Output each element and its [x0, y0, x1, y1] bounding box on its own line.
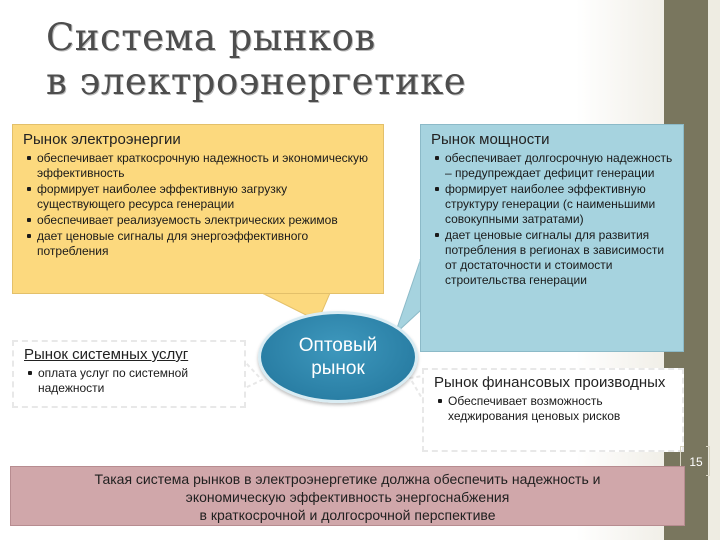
conclusion-box [10, 466, 685, 526]
financial-derivatives-market-list [434, 394, 676, 424]
conclusion-line-3: в краткосрочной и долгосрочной перспективе [199, 507, 496, 523]
system-services-market-list [24, 366, 236, 396]
list-item: обеспечивает долгосрочную надежность – предупреждает дефицит генерации [445, 151, 675, 181]
electricity-market-box [12, 124, 384, 294]
list-item: дает ценовые сигналы для развития потребления в регионах в зависимости от достаточности и стоимости строительства генерации [445, 228, 675, 288]
capacity-market-heading: Рынок мощности [431, 131, 550, 148]
list-item: формирует наиболее эффективную загрузку существующего ресурса генерации [37, 182, 373, 212]
list-item: оплата услуг по системной надежности [38, 366, 236, 396]
system-services-market-box [12, 340, 246, 408]
wholesale-market-oval [258, 311, 418, 403]
wholesale-market-label: Оптовый рынок [298, 335, 378, 379]
list-item: обеспечивает краткосрочную надежность и экономическую эффективность [37, 151, 373, 181]
list-item: Обеспечивает возможность хеджирования ценовых рисков [448, 394, 676, 424]
capacity-callout-pointer [395, 258, 421, 334]
electricity-market-list [23, 151, 373, 259]
capacity-market-box [420, 124, 684, 352]
slide-title-line-2: в электроэнергетике [46, 60, 467, 103]
system-services-market-heading: Рынок системных услуг [24, 346, 189, 363]
conclusion-line-1: Такая система рынков в электроэнергетике должна обеспечить надежность и [94, 471, 601, 487]
conclusion-line-2: экономическую эффективность энергоснабжения [185, 489, 510, 505]
list-item: дает ценовые сигналы для энергоэффективного потребления [37, 229, 373, 259]
list-item: формирует наиболее эффективную структуру генерации (с наименьшими совокупными затратами) [445, 182, 675, 227]
financial-derivatives-market-box [422, 368, 684, 452]
page-number-bracket-right [706, 446, 710, 476]
list-item: обеспечивает реализуемость электрических режимов [37, 213, 373, 228]
electricity-market-heading: Рынок электроэнергии [23, 131, 181, 148]
financial-derivatives-market-heading: Рынок финансовых производных [434, 374, 666, 391]
slide-title-line-1: Система рынков [46, 16, 376, 59]
page-number: 15 [689, 455, 703, 469]
capacity-market-list [431, 151, 675, 288]
